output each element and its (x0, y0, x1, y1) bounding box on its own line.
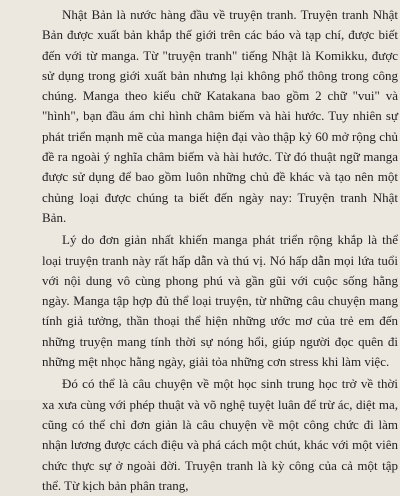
paragraph-1: Nhật Bản là nước hàng đầu về truyện tranh. Truyện tranh Nhật Bản được xuất bản khắp thế giới trên các báo và tạp chí, được biết đến với từ manga. Từ "truyện tranh" tiếng Nhật là Komikku, được sử dụng trong giới xuất bản nhưng lại không phổ thông trong công chúng. Manga theo kiểu chữ Katakana bao gồm 2 chữ "vui" và "hình", bạn đầu ám chỉ hình châm biếm và hài hước. Tuy nhiên sự phát triển mạnh mẽ của manga hiện đại vào thập kỷ 60 mở rộng chủ đề ra ngoài ý nghĩa châm biếm và hài hước. Từ đó thuật ngữ manga được sử dụng để bao gồm luôn những chủ đề khác và tạo nên một chủng loại được chúng ta biết đến ngày nay: Truyện tranh Nhật Bản. (42, 7, 398, 225)
paragraph-3: Đó có thể là câu chuyện về một học sinh trung học trở về thời xa xưa cùng với phép thuật và võ nghệ tuyệt luân để trừ ác, diệt ma, cũng có thể chỉ đơn giản là câu chuyện về một công chức đi làm nhận lương được cách điệu và phá cách một chút, khác với một viên chức thực sự ở ngoài đời. Truyện tranh là kỳ công của cả một tập thể. Từ kịch bản phân trang, (42, 376, 398, 493)
paragraph-2: Lý do đơn giản nhất khiến manga phát triển rộng khắp là thể loại truyện tranh này rất hấp dẫn và thú vị. Nó hấp dẫn mọi lứa tuổi với nội dung vô cùng phong phú và gần gũi với cuộc sống hằng ngày. Manga tập hợp đủ thể loại truyện, từ những câu chuyện mang tính giả tưởng, thần thoại thể hiện những ước mơ của trẻ em đến những truyện mang tính thời sự nóng hổi, giúp người đọc quên đi những mệt nhọc hằng ngày, giải tỏa những cơn stress khi làm việc. (42, 232, 398, 370)
body-text (42, 5, 398, 496)
